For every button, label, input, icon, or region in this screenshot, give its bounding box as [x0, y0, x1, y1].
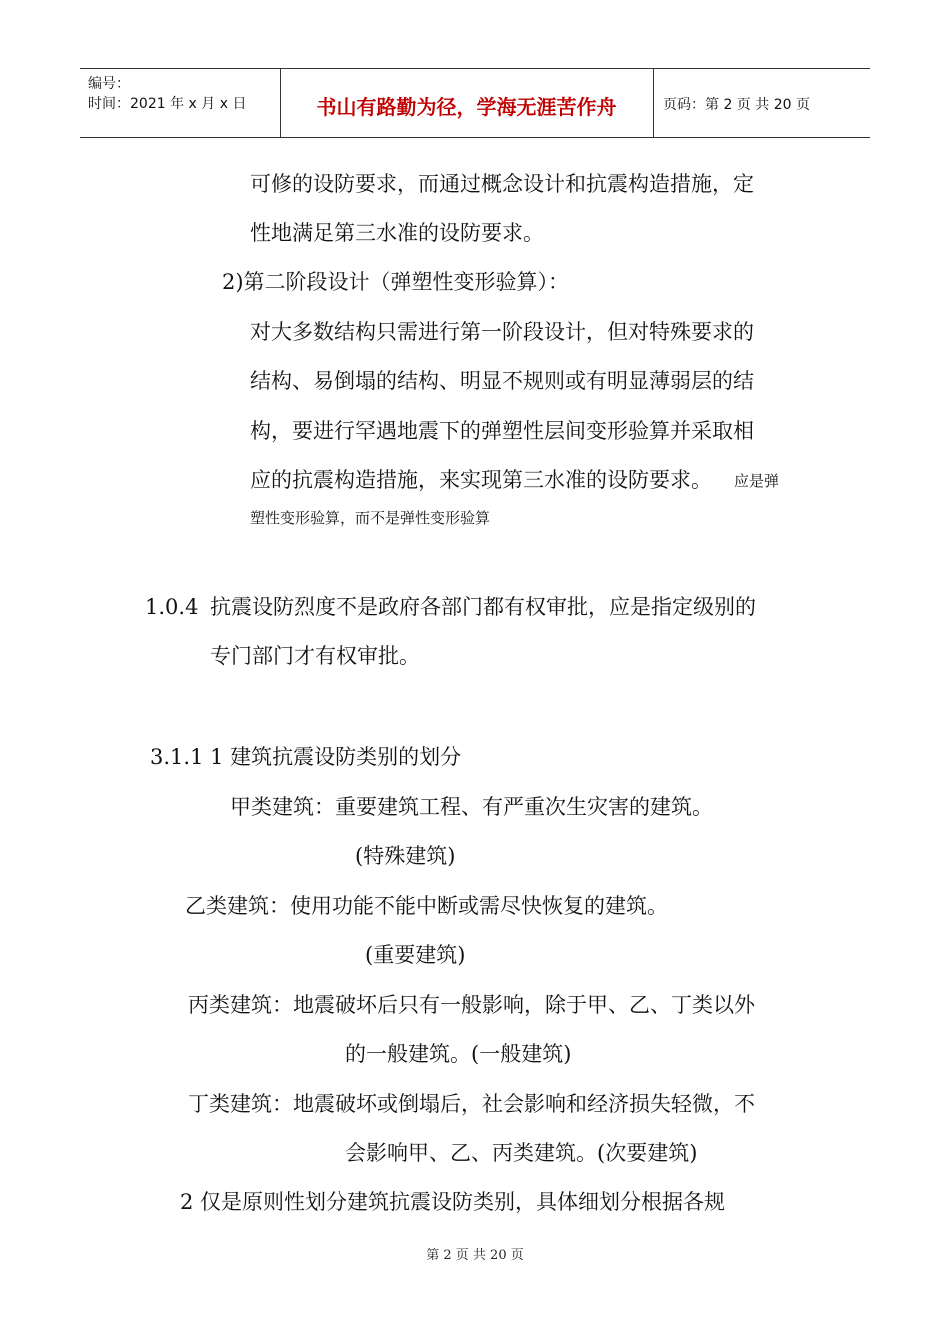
class-jia: 甲类建筑：重要建筑工程、有严重次生灾害的建筑。 — [230, 795, 713, 819]
body-line-1: 可修的设防要求，而通过概念设计和抗震构造措施，定 — [250, 172, 754, 196]
class-bing-line-1: 丙类建筑：地震破坏后只有一般影响，除于甲、乙、丁类以外 — [188, 993, 755, 1017]
page-footer: 第 2 页 共 20 页 — [426, 1248, 524, 1263]
body-line-5: 结构、易倒塌的结构、明显不规则或有明显薄弱层的结 — [250, 369, 754, 393]
section-1-0-4-line-1: 抗震设防烈度不是政府各部门都有权审批，应是指定级别的 — [210, 595, 756, 619]
section-1-0-4-number: 1.0.4 — [145, 595, 199, 619]
class-yi-tag: (重要建筑) — [365, 943, 466, 967]
body-line-6: 构，要进行罕遇地震下的弹塑性层间变形验算并采取相 — [250, 419, 754, 443]
document-number-label: 编号： — [88, 76, 130, 92]
body-line-2: 性地满足第三水准的设防要求。 — [250, 221, 544, 245]
stage2-heading: 2)第二阶段设计（弹塑性变形验算）： — [222, 270, 570, 294]
header-right-cell — [653, 69, 870, 137]
correction-note-a: 应是弹 — [734, 472, 780, 490]
header-left-cell — [80, 69, 281, 137]
header-motto-cell — [280, 69, 654, 137]
class-yi: 乙类建筑：使用功能不能中断或需尽快恢复的建筑。 — [185, 894, 668, 918]
section-3-1-1-title: 3.1.1 1 建筑抗震设防类别的划分 — [150, 745, 462, 769]
body-line-4: 对大多数结构只需进行第一阶段设计，但对特殊要求的 — [250, 320, 754, 344]
body-line-7: 应的抗震构造措施，来实现第三水准的设防要求。 — [250, 468, 712, 492]
section-1-0-4-line-2: 专门部门才有权审批。 — [210, 644, 420, 668]
class-bing-line-2: 的一般建筑。(一般建筑) — [345, 1042, 572, 1066]
header-page-info: 页码：第 2 页 共 20 页 — [663, 97, 810, 113]
item-2-line: 2 仅是原则性划分建筑抗震设防类别，具体细划分根据各规 — [180, 1190, 726, 1214]
class-ding-line-1: 丁类建筑：地震破坏或倒塌后，社会影响和经济损失轻微，不 — [188, 1092, 755, 1116]
header-motto: 书山有路勤为径，学海无涯苦作舟 — [316, 95, 617, 119]
class-ding-line-2: 会影响甲、乙、丙类建筑。(次要建筑) — [345, 1141, 698, 1165]
document-date: 时间：2021 年 x 月 x 日 — [88, 96, 247, 112]
page-header — [80, 68, 870, 138]
correction-note-b: 塑性变形验算，而不是弹性变形验算 — [250, 509, 491, 527]
class-jia-tag: (特殊建筑) — [355, 844, 456, 868]
